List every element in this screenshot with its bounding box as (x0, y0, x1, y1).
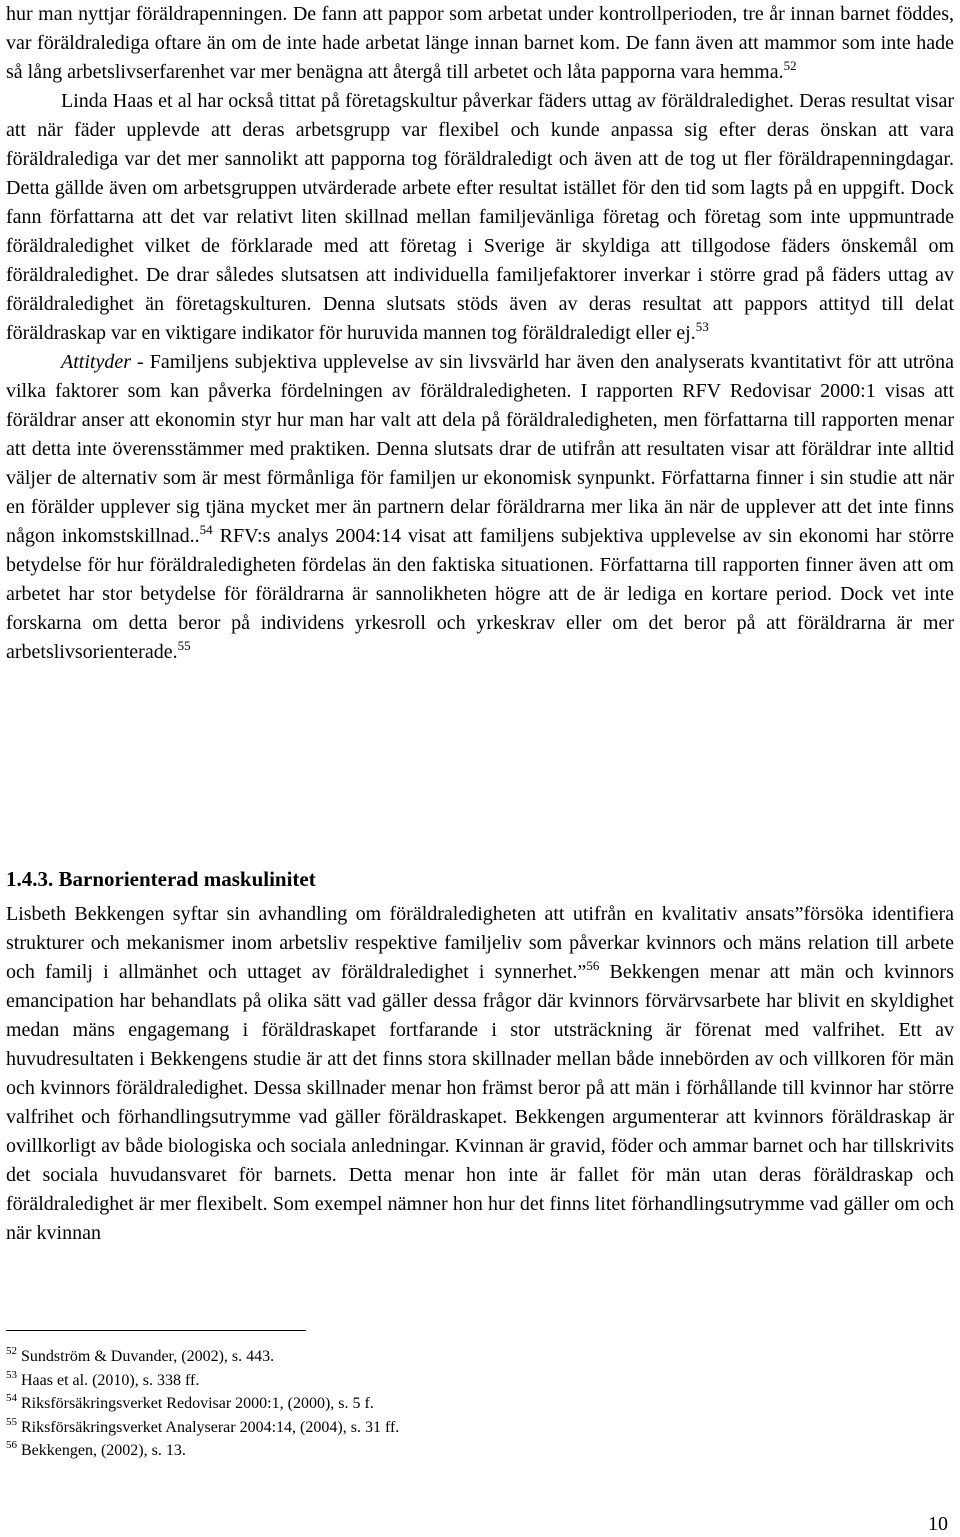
footnote-text: Riksförsäkringsverket Redovisar 2000:1, (2000), s. 5 f. (21, 1395, 374, 1412)
paragraph-3-text-a: - Familjens subjektiva upplevelse av sin livsvärld har även den analyserats kvantitativt för att utröna vilka faktorer som kan påverka fördelningen av föräldraledigheten. I rapporten RFV Redovisar 2000:1 visas att föräldrar anser att ekonomin styr hur man har valt att dela på föräldraledigheten, men författarna till rapporten menar att detta inte överensstämmer med praktiken. Denna slutsats drar de utifrån att resultaten visar att föräldrar inte alltid väljer de alternativ som är mest förmånliga för familjen ur ekonomisk synpunkt. Författarna finner i sin studie att när en förälder upplever sig tjäna mycket mer än partnern delar föräldrarna mer lika än när de upplever att det inte finns någon inkomstskillnad.. (6, 351, 954, 547)
footnote-53 (6, 1369, 399, 1393)
footnote-54 (6, 1392, 399, 1416)
footnote-number: 54 (6, 1392, 17, 1404)
footnotes (6, 1345, 399, 1463)
paragraph-3-text-b: RFV:s analys 2004:14 visat att familjens subjektiva upplevelse av sin ekonomi har större betydelse för hur föräldraledigheten fördelas än den faktiska situationen. Författarna till rapporten finner även att om arbetet har stor betydelse för föräldrarna är sannolikheten högre att de är lediga en kortare period. Dock vet inte forskarna om detta beror på individens yrkesroll och yrkeskrav eller om det beror på att föräldrarna är mer arbetslivsorienterade. (6, 525, 954, 663)
section-2-body (6, 900, 954, 1248)
footnote-56 (6, 1439, 399, 1463)
footnote-number: 53 (6, 1368, 17, 1381)
paragraph-4-text-b: Bekkengen menar att män och kvinnors emancipation har behandlats på olika sätt vad gäller dessa frågor där kvinnors förvärvsarbete har blivit en skyldighet medan mäns engagemang i föräldraskapet fortfarande i stor utsträckning är förenat med valfrihet. Ett av huvudresultaten i Bekkengens studie är att det finns stora skillnader mellan både innebörden av och villkoren för män och kvinnors föräldraledighet. Dessa skillnader menar hon främst beror på att män i förhållande till kvinnor har större valfrihet och förhandlingsutrymme vad gäller föräldraskapet. Bekkengen argumenterar att kvinnors föräldraskap är ovillkorligt av både biologiska och sociala anledningar. Kvinnan är gravid, föder och ammar barnet och har tillskrivits det sociala huvudansvaret för barnets. Detta menar hon inte är fallet för män utan deras föräldraskap och föräldraledighet är mer flexibelt. Som exempel nämner hon hur det finns litet förhandlingsutrymme vad gäller om och när kvinnan (6, 961, 954, 1244)
footnote-number: 56 (6, 1439, 17, 1451)
footnote-ref-53[interactable]: 53 (695, 319, 709, 334)
paragraph-2 (6, 87, 954, 348)
footnote-divider (6, 1330, 306, 1331)
footnote-number: 52 (6, 1345, 17, 1357)
footnote-text: Riksförsäkringsverket Analyserar 2004:14, (2004), s. 31 ff. (21, 1418, 400, 1436)
paragraph-1-text: hur man nyttjar föräldrapenningen. De fann att pappor som arbetat under kontrollperioden, tre år innan barnet föddes, var föräldralediga oftare än om de inte hade arbetat länge innan barnet kom. De fann även att mammor som inte hade så lång arbetslivserfarenhet var mer benägna att återgå till arbetet och låta papporna vara hemma. (6, 3, 954, 83)
footnote-52 (6, 1345, 399, 1369)
paragraph-3-lead-term: Attityder (61, 351, 131, 373)
footnote-text: Sundström & Duvander, (2002), s. 443. (21, 1348, 275, 1365)
footnote-number: 55 (6, 1415, 17, 1428)
footnote-55 (6, 1416, 399, 1440)
paragraph-3 (6, 348, 954, 667)
paragraph-4-text-a: Lisbeth Bekkengen syftar sin avhandling om föräldraledigheten att utifrån en kvalitativ ansats”försöka identifiera strukturer och mekanismer inom arbetsliv respektive familjeliv som påverkar kvinnors och mäns relation till arbete och familj i allmänhet och uttaget av föräldraledighet i synnerhet.” (6, 903, 954, 983)
footnote-ref-56[interactable]: 56 (586, 958, 600, 973)
section-heading: 1.4.3. Barnorienterad maskulinitet (6, 867, 316, 891)
document-page (6, 0, 954, 1535)
footnote-text: Bekkengen, (2002), s. 13. (21, 1442, 186, 1459)
paragraph-2-text: Linda Haas et al har också tittat på företagskultur påverkar fäders uttag av föräldraledighet. Deras resultat visar att när fäder upplevde att deras arbetsgrupp var flexibel och kunde anpassa sig efter deras önskan att vara föräldralediga var det mer sannolikt att papporna tog föräldraledigt och även att de tog ut fler föräldrapenningdagar. Detta gällde även om arbetsgruppen utvärderade arbete efter resultat istället för den tid som lagts på en uppgift. Dock fann författarna att det var relativt liten skillnad mellan familjevänliga företag och företag som inte uppmuntrade föräldraledighet vilket de förklarade med att företag i Sverige är skyldiga att tillgodose fäders önskemål om föräldraledighet. De drar således slutsatsen att individuella familjefaktorer inverkar i större grad på fäders uttag av föräldraledighet än företagskulturen. Denna slutsats stöds även av deras resultat att pappors attityd till delat föräldraskap var en viktigare indikator för huruvida mannen tog föräldraledigt eller ej. (6, 90, 954, 344)
page-number: 10 (928, 1513, 948, 1535)
footnote-ref-55[interactable]: 55 (177, 638, 191, 653)
footnote-ref-54[interactable]: 54 (199, 522, 213, 537)
paragraph-1 (6, 0, 954, 87)
footnote-ref-52[interactable]: 52 (783, 58, 797, 73)
paragraph-4 (6, 900, 954, 1248)
footnote-text: Haas et al. (2010), s. 338 ff. (21, 1371, 200, 1389)
